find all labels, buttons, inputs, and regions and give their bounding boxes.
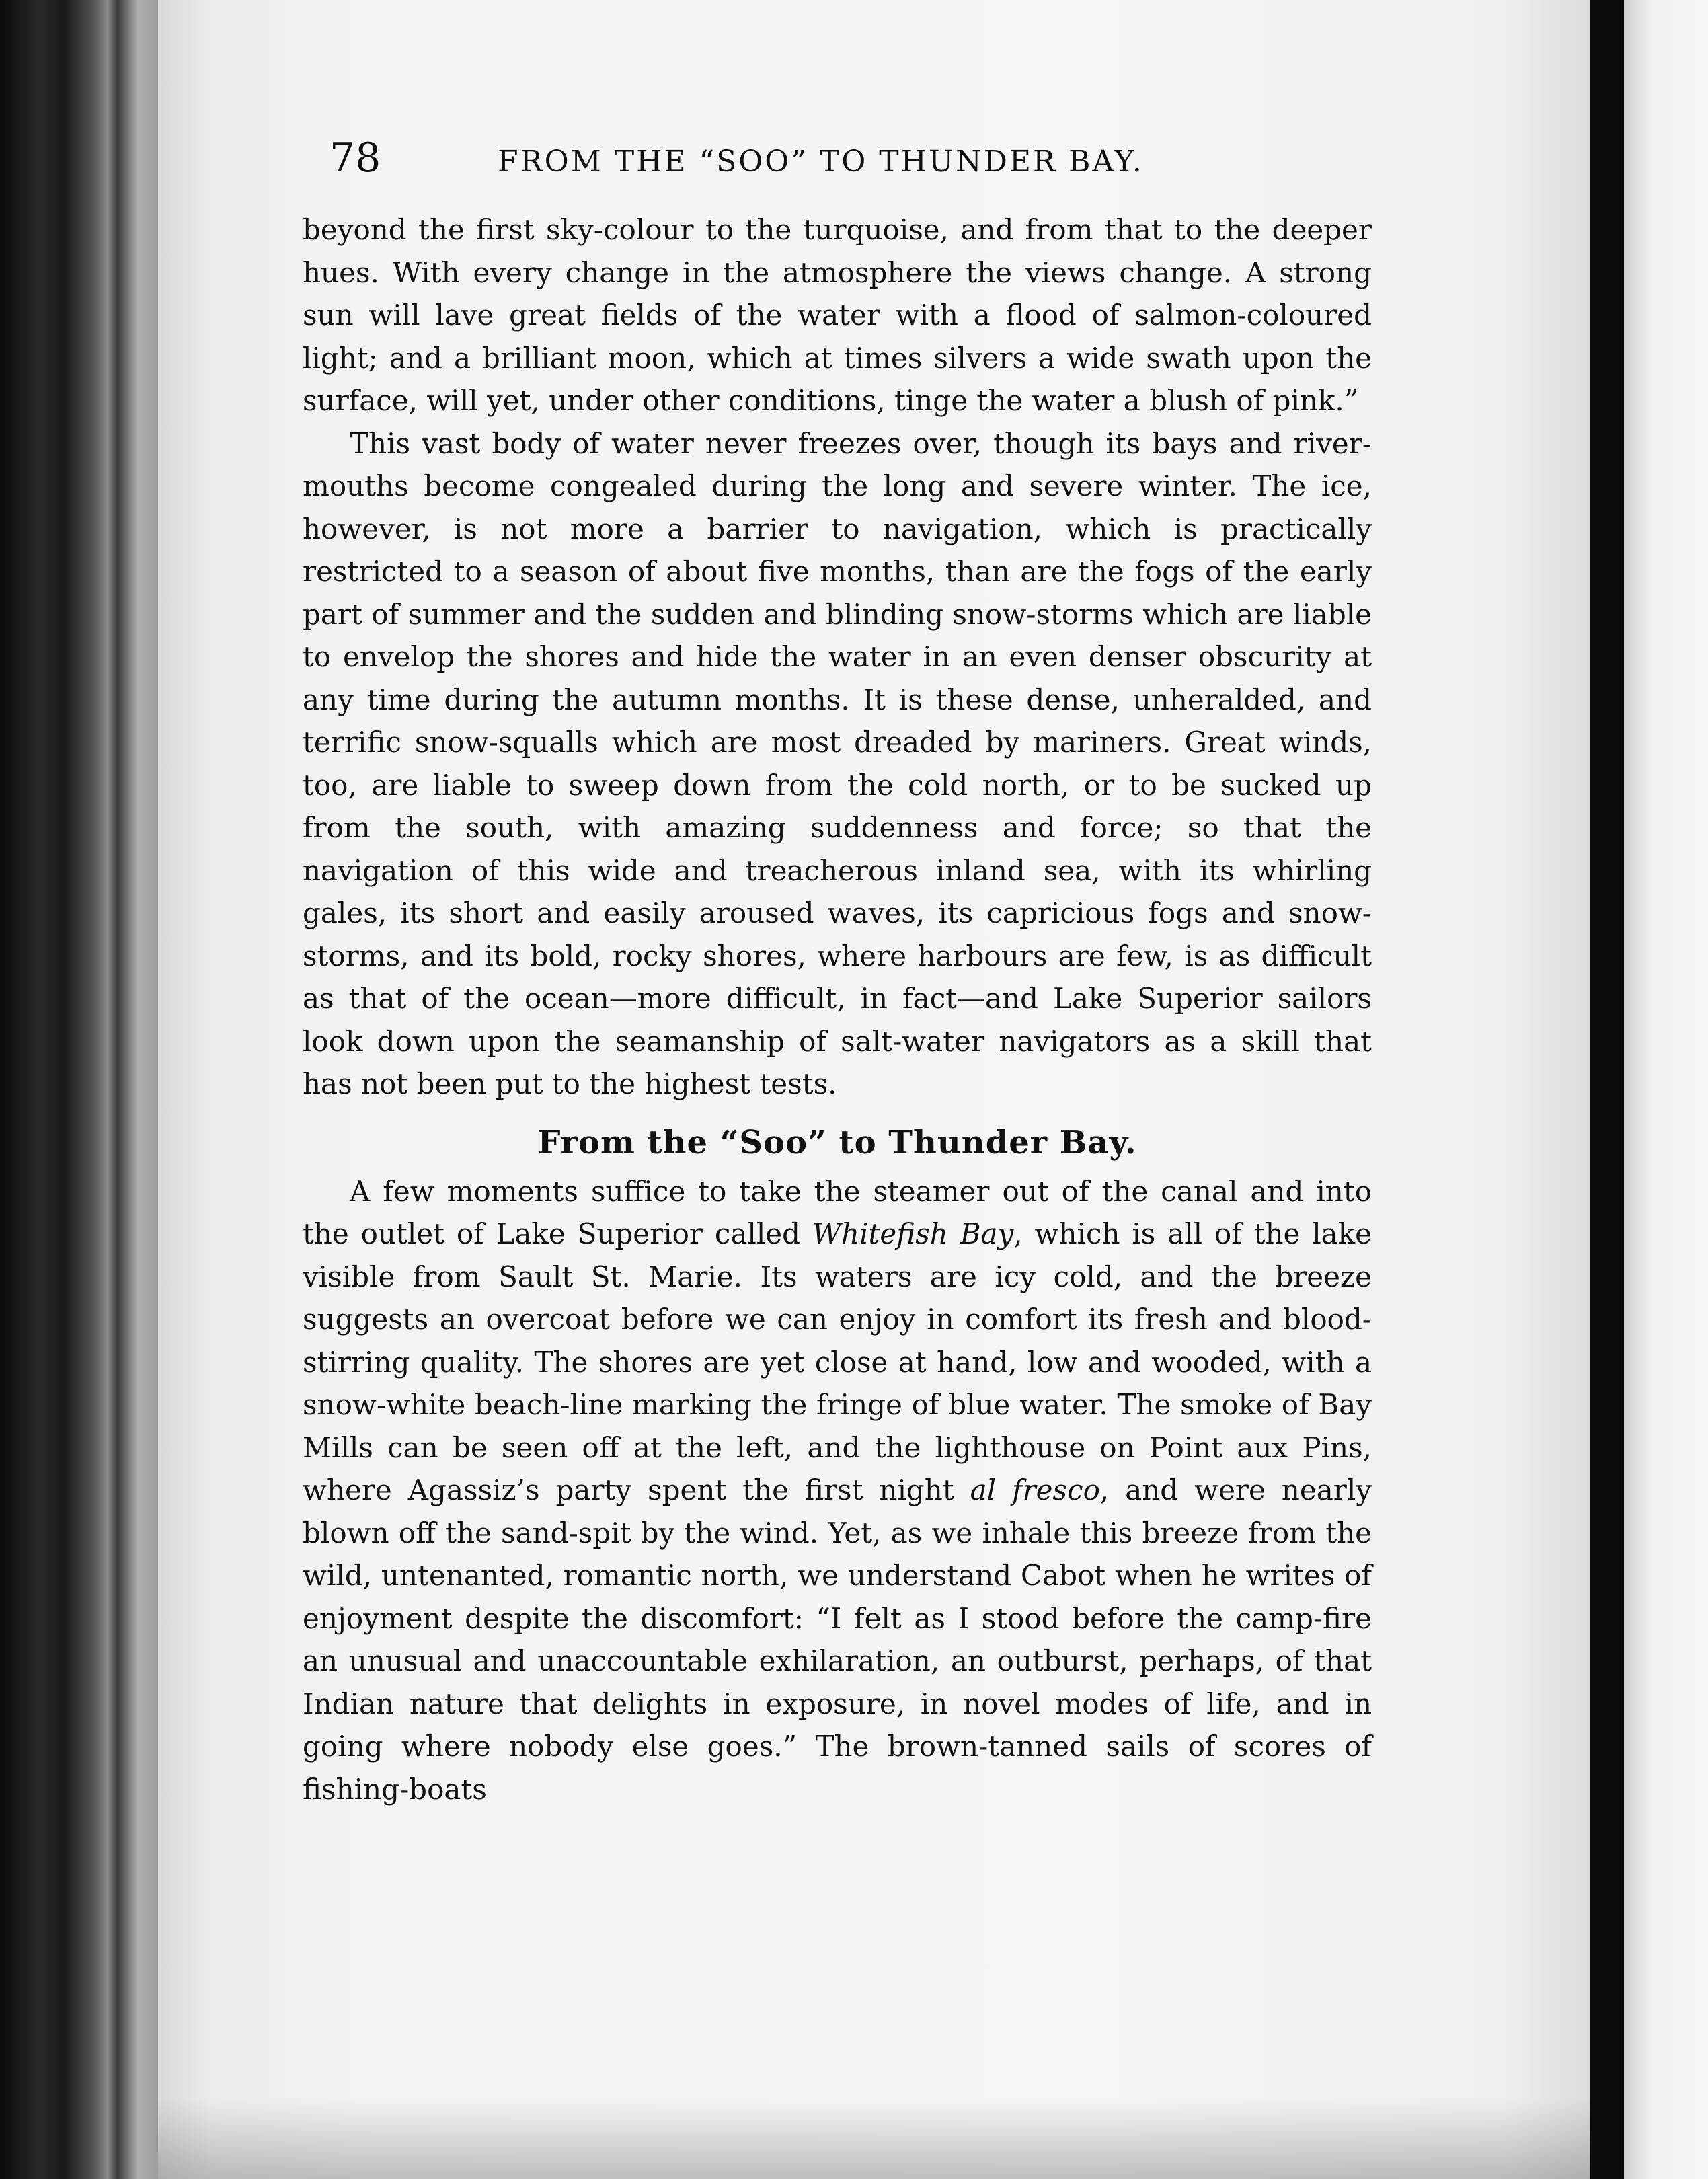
italic-whitefish-bay: Whitefish Bay [812, 1217, 1014, 1250]
page-text [303, 135, 1372, 1810]
paragraph-3 [303, 1170, 1372, 1811]
italic-al-fresco: al fresco [970, 1474, 1100, 1506]
paragraph-1: beyond the first sky-colour to the turquoise, and from that to the deeper hues. With every change in the atmosphere the views change. A strong sun will lave great fields of the water with a flood of salmon-coloured light; and a brilliant moon, which at times silvers a wide swath upon the surface, will yet, under other conditions, tinge the water a blush of pink.” [303, 213, 1372, 417]
paragraph-3-text-a: A few moments suffice to take the steamer out of the canal and into the outlet of Lake Superior called [303, 1174, 1372, 1250]
paragraph-3-text-c: , and were nearly blown off the sand-spit by the wind. Yet, as we inhale this breeze from the wild, untenanted, romantic north, we understand Cabot when he writes of enjoyment despite the discomfort: “I felt as I stood before the camp-fire an unusual and unaccountable exhilaration, an outburst, perhaps, of that Indian nature that delights in exposure, in novel modes of life, and in going where nobody else goes.” The brown-tanned sails of scores of fishing-boats [303, 1474, 1372, 1806]
adjacent-page-edge [1624, 0, 1708, 2179]
section-heading: From the “Soo” to Thunder Bay. [537, 1123, 1137, 1161]
running-title: FROM THE “SOO” TO THUNDER BAY. [498, 145, 1144, 179]
page-gutter [1590, 0, 1624, 2179]
running-head [303, 135, 1372, 208]
page-bottom-shadow [158, 2098, 1590, 2179]
book-binding [0, 0, 161, 2179]
paragraph-3-text-b: , which is all of the lake visible from Sault St. Marie. Its waters are icy cold, and the breeze suggests an overcoat before we can enjoy in comfort its fresh and blood-stirring quality. The shores are yet close at hand, low and wooded, with a snow-white beach-line marking the fringe of blue water. The smoke of Bay Mills can be seen off at the left, and the lighthouse on Point aux Pins, where Agassiz’s party spent the first night [303, 1217, 1372, 1506]
page-number: 78 [329, 135, 381, 182]
paragraph-2: This vast body of water never freezes over, though its bays and river-mouths become congealed during the long and severe winter. The ice, however, is not more a barrier to navigation, which is practically restricted to a season of about five months, than are the fogs of the early part of summer and the sudden and blinding snow-storms which are liable to envelop the shores and hide the water in an even denser obscurity at any time during the autumn months. It is these dense, unheralded, and terrific snow-squalls which are most dreaded by mariners. Great winds, too, are liable to sweep down from the cold north, or to be sucked up from the south, with amazing suddenness and force; so that the navigation of this wide and treacherous inland sea, with its whirling gales, its short and easily aroused waves, its capricious fogs and snow-storms, and its bold, rocky shores, where harbours are few, is as difficult as that of the ocean—more difficult, in fact—and Lake Superior sailors look down upon the seamanship of salt-water navigators as a skill that has not been put to the highest tests. [303, 426, 1372, 1100]
